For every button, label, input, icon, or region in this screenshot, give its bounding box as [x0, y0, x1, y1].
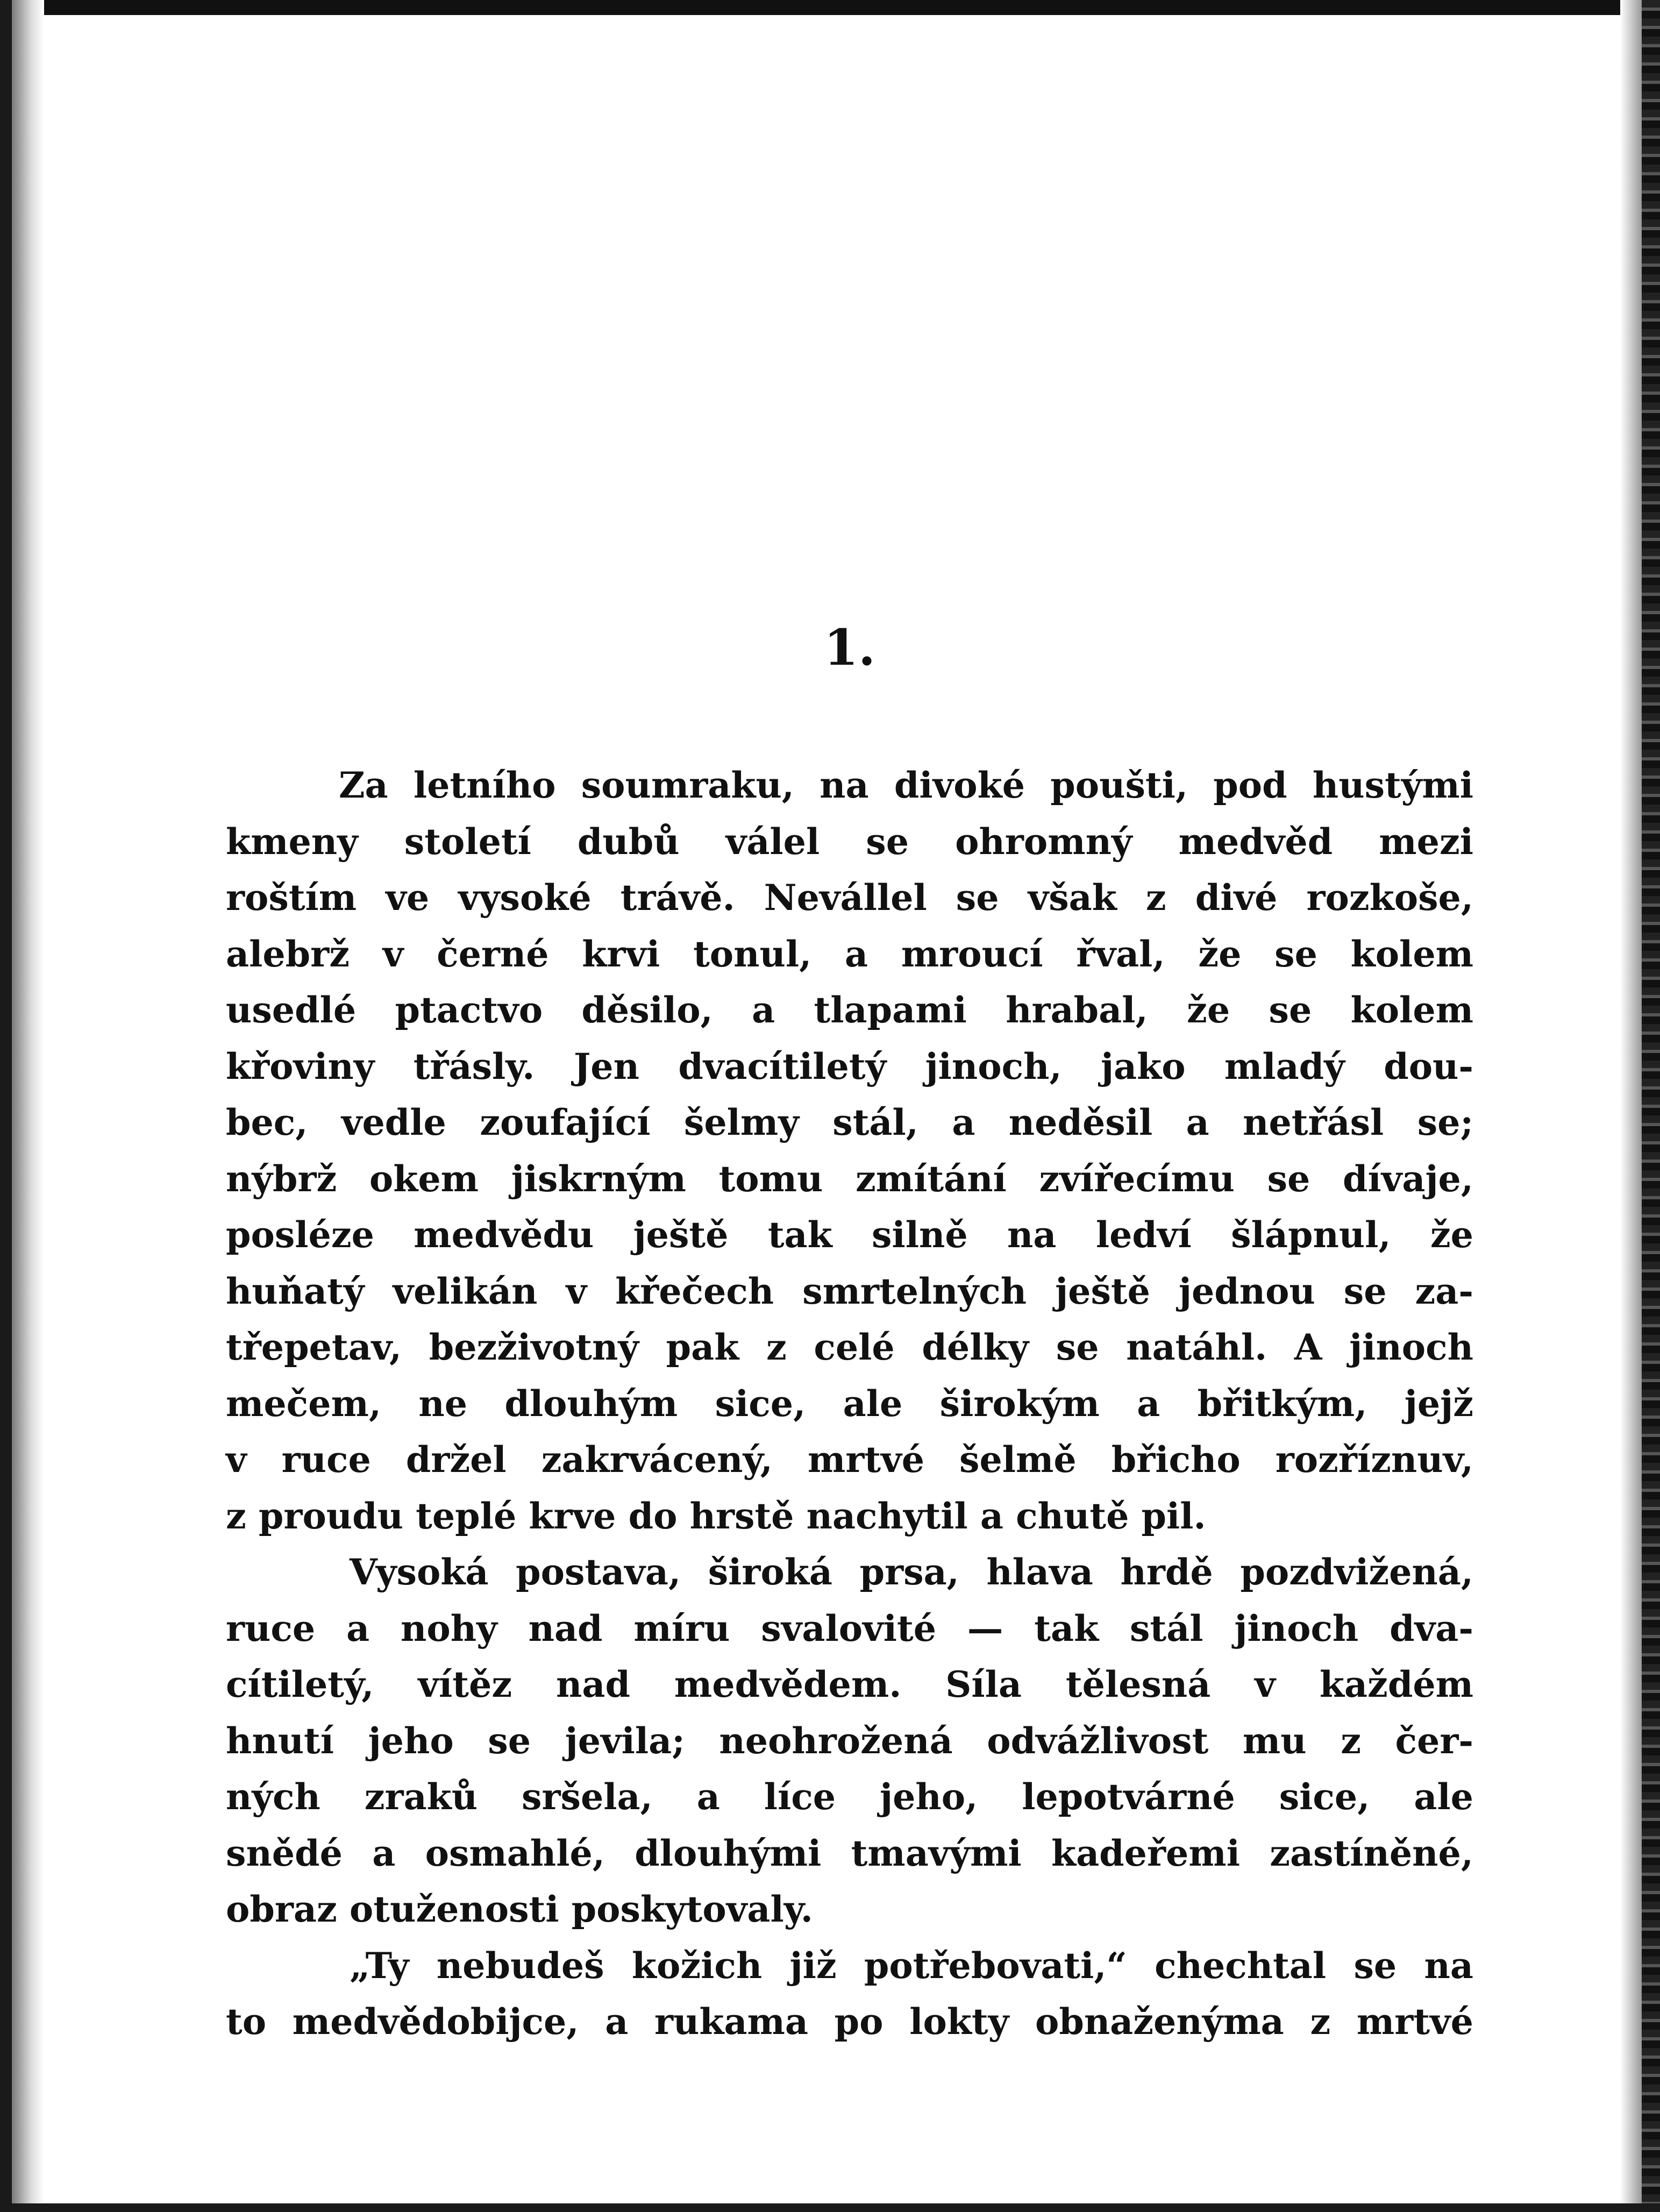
text-line: Vysoká postava, široká prsa, hlava hrdě pozdvižená, — [350, 1551, 1473, 1593]
text-line: usedlé ptactvo děsilo, a tlapami hrabal, že se kolem — [226, 989, 1473, 1031]
scan-edge-left — [0, 0, 12, 2212]
paragraph-3 — [226, 1938, 1473, 2050]
text-line: cítiletý, vítěz nad medvědem. Síla tělesná v každém — [226, 1663, 1473, 1705]
scan-shadow-right — [1620, 0, 1642, 2212]
text-line: obraz otuženosti poskytovaly. — [226, 1888, 813, 1930]
text-line: alebrž v černé krvi tonul, a mroucí řval, že se kolem — [226, 933, 1473, 975]
text-line: z proudu teplé krve do hrstě nachytil a chutě pil. — [226, 1495, 1206, 1537]
scan-edge-top — [0, 0, 1660, 15]
chapter-number: 1. — [823, 618, 876, 677]
paragraph-2 — [226, 1544, 1473, 1938]
book-page — [226, 618, 1473, 2050]
text-line: „Ty nebudeš kožich již potřebovati,“ chechtal se na — [350, 1944, 1473, 1987]
text-line: křoviny třásly. Jen dvacítiletý jinoch, jako mladý dou- — [226, 1045, 1473, 1087]
text-line: nýbrž okem jiskrným tomu zmítání zvířecímu se dívaje, — [226, 1157, 1473, 1200]
scan-edge-bottom — [0, 2203, 1660, 2212]
text-line: třepetav, bezživotný pak z celé délky se natáhl. A jinoch — [226, 1326, 1473, 1368]
paragraph-1 — [226, 757, 1473, 1544]
text-line: bec, vedle zoufající šelmy stál, a neděsil a netřásl se; — [226, 1101, 1473, 1143]
scan-shadow-left — [12, 0, 44, 2212]
text-line: ných zraků sršela, a líce jeho, lepotvárné sice, ale — [226, 1776, 1473, 1818]
text-line: snědé a osmahlé, dlouhými tmavými kadeřemi zastíněné, — [226, 1832, 1473, 1874]
text-line: Za letního soumraku, na divoké poušti, pod hustými — [339, 764, 1473, 806]
text-line: ruce a nohy nad míru svalovité — tak stál jinoch dva- — [226, 1607, 1473, 1649]
text-line: to medvědobijce, a rukama po lokty obnaženýma z mrtvé — [226, 2001, 1473, 2043]
text-line: mečem, ne dlouhým sice, ale širokým a břitkým, jejž — [226, 1382, 1473, 1425]
text-line: roštím ve vysoké trávě. Nevállel se však z divé rozkoše, — [226, 877, 1473, 919]
text-line: kmeny století dubů válel se ohromný medvěd mezi — [226, 820, 1473, 863]
scan-edge-right — [1642, 0, 1660, 2212]
text-line: huňatý velikán v křečech smrtelných ještě jednou se za- — [226, 1270, 1473, 1312]
text-line: posléze medvědu ještě tak silně na ledví šlápnul, že — [226, 1214, 1473, 1256]
text-line: v ruce držel zakrvácený, mrtvé šelmě břicho rozříznuv, — [226, 1439, 1473, 1481]
text-line: hnutí jeho se jevila; neohrožená odvážlivost mu z čer- — [226, 1719, 1473, 1762]
